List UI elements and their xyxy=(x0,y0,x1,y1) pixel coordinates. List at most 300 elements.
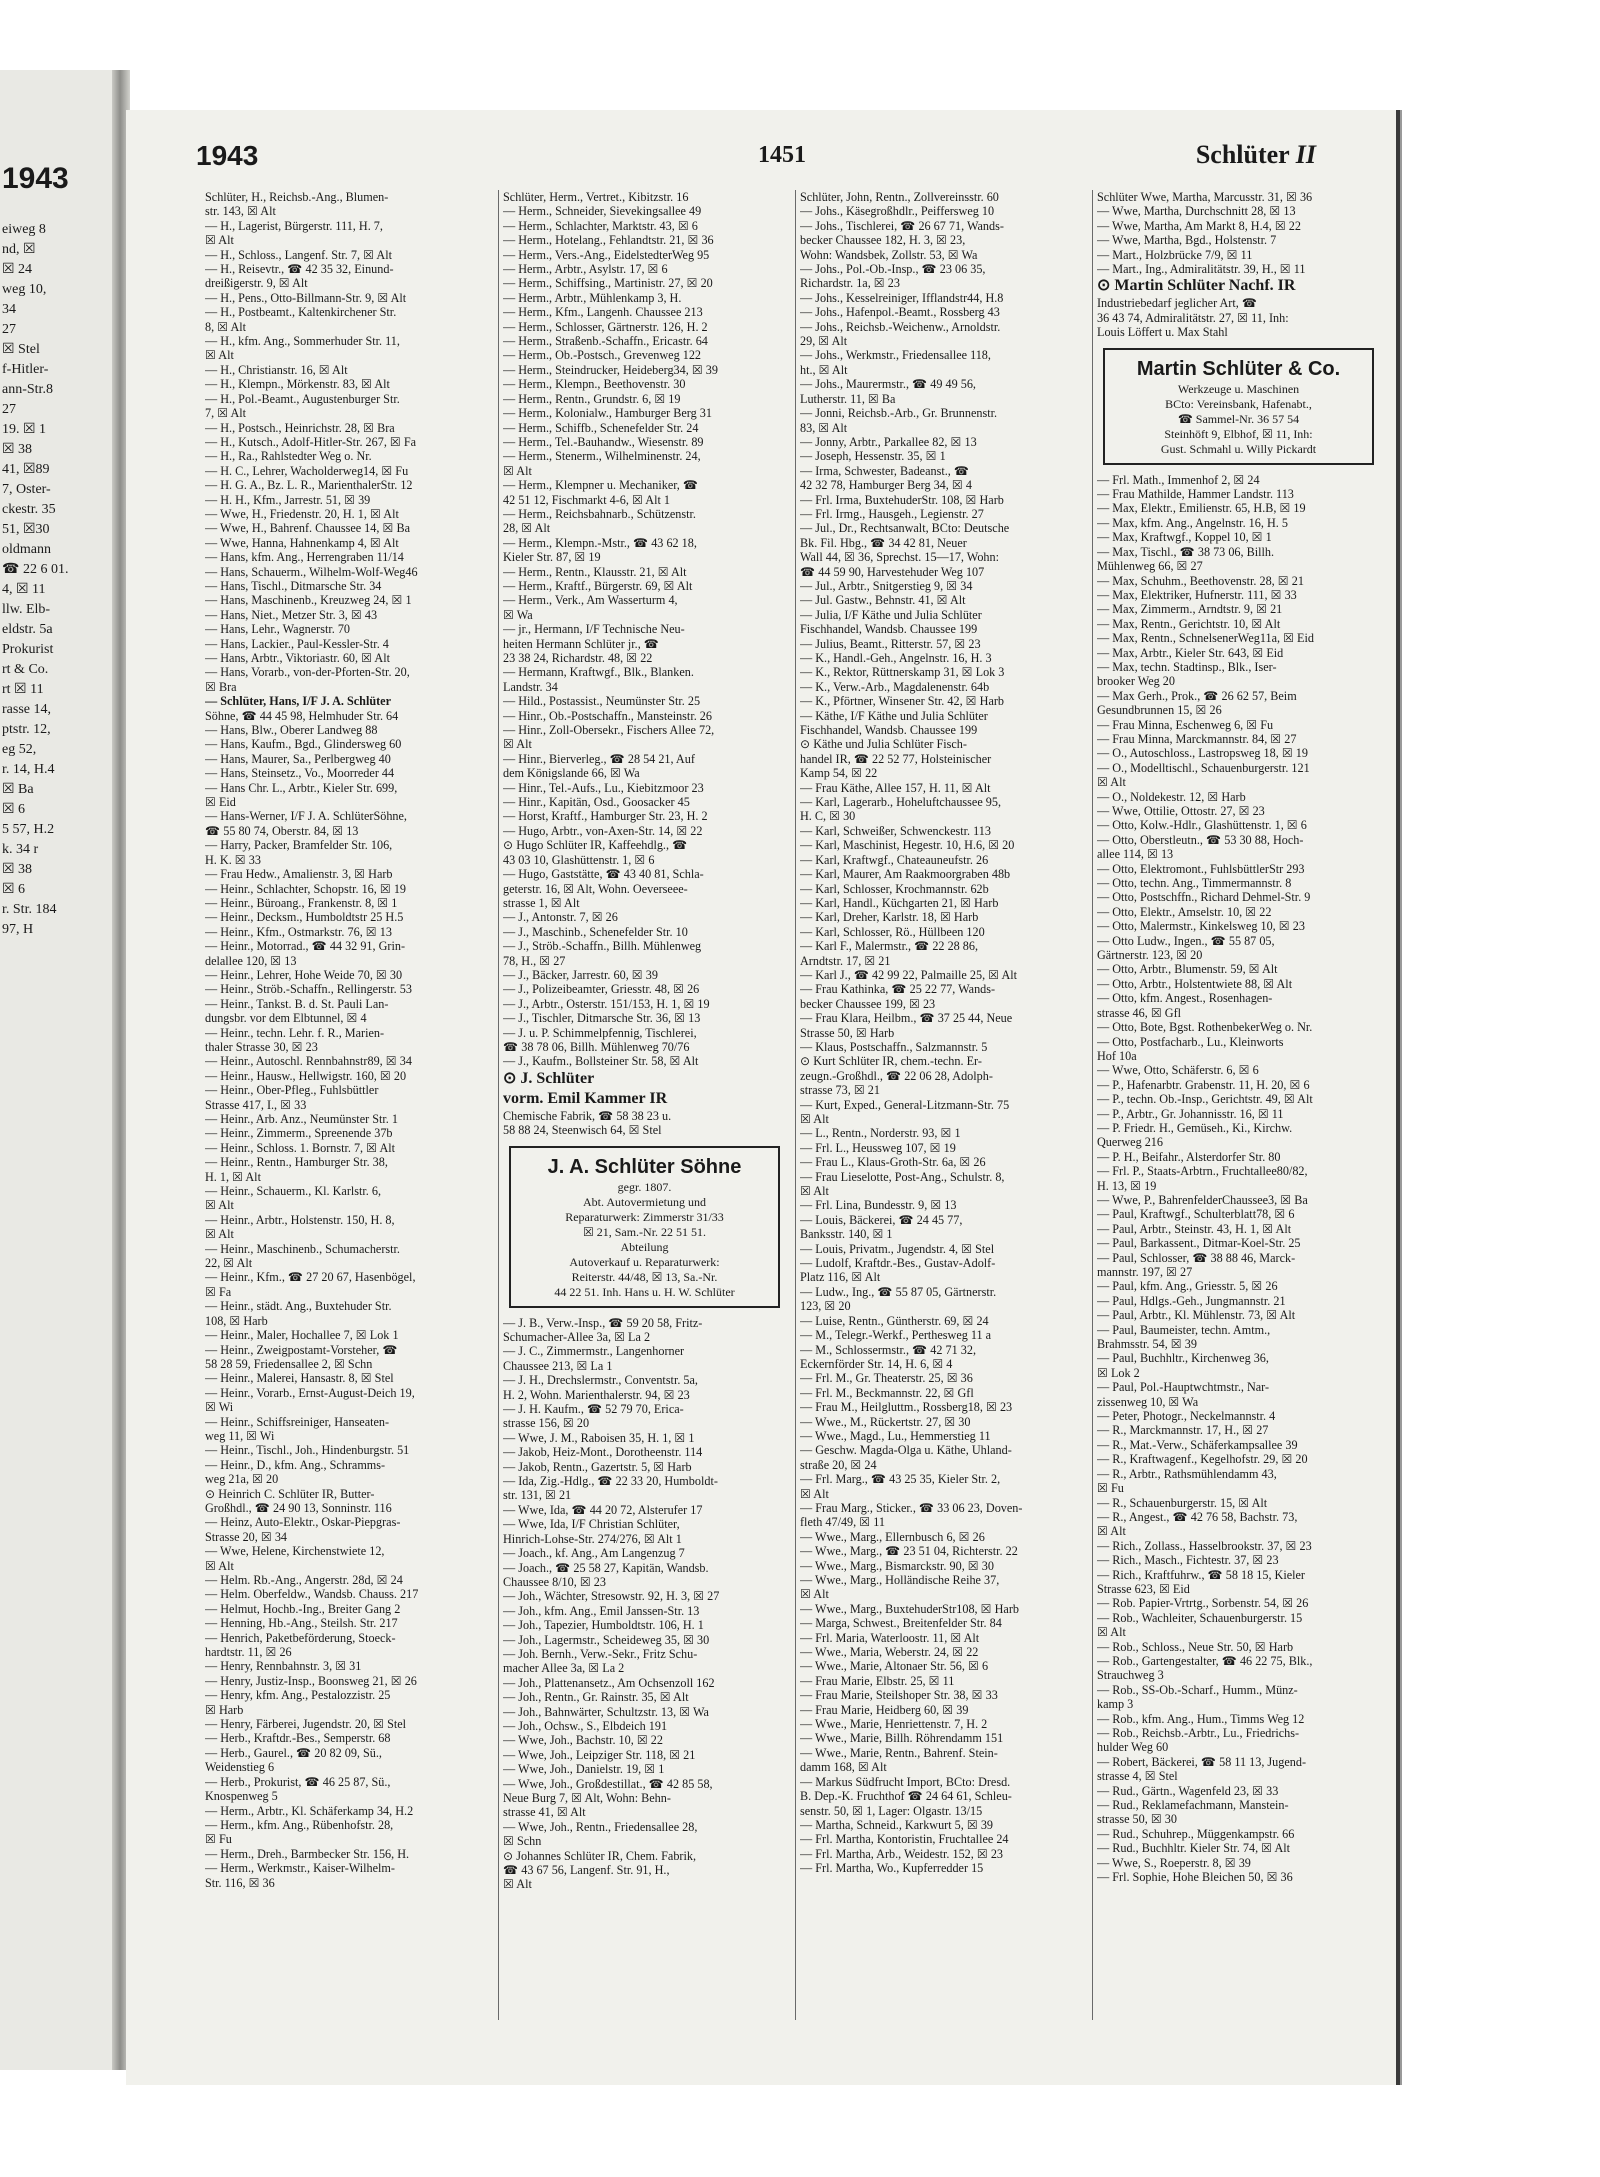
directory-entry: — O., Modelltischl., Schauenburgerstr. 121 xyxy=(1097,760,1310,775)
directory-entry: — Heinr., Arbtr., Holstenstr. 150, H. 8, xyxy=(205,1212,395,1227)
directory-entry: — Frau Marie, Steilshoper Str. 38, ☒ 33 xyxy=(800,1688,998,1703)
directory-entry: senstr. 50, ☒ 1, Lager: Olgastr. 13/15 xyxy=(800,1803,983,1818)
directory-entry: — M., Schlossermstr., ☎ 42 71 32, xyxy=(800,1342,976,1357)
directory-entry: Schlüter, H., Reichsb.-Ang., Blumen- xyxy=(205,190,389,204)
directory-entry: — O., Autoschloss., Lastropsweg 18, ☒ 19 xyxy=(1097,746,1308,761)
directory-entry: — Heinr., Kfm., ☎ 27 20 67, Hasenbögel, xyxy=(205,1270,416,1285)
directory-entry: — J. B., Verw.-Insp., ☎ 59 20 58, Fritz- xyxy=(503,1315,703,1330)
directory-entry: — Hans, Lehr., Wagnerstr. 70 xyxy=(205,622,351,637)
directory-entry: Großhdl., ☎ 24 90 13, Sonninstr. 116 xyxy=(205,1500,392,1515)
directory-entry: 78, H., ☒ 27 xyxy=(503,953,566,968)
previous-page-fragment: ☒ Stel xyxy=(2,342,40,357)
directory-entry: — Herm., Hotelang., Fehlandtstr. 21, ☒ 36 xyxy=(503,233,714,248)
previous-page-year: 1943 xyxy=(2,162,69,195)
previous-page-fragment: ptstr. 12, xyxy=(2,722,51,737)
previous-page-fragment: weg 10, xyxy=(2,282,47,297)
directory-entry: — Rob., kfm. Ang., Hum., Timms Weg 12 xyxy=(1097,1711,1305,1726)
directory-entry: — Markus Südfrucht Import, BCto: Dresd. xyxy=(800,1774,1011,1789)
directory-entry: — Helmut, Hochb.-Ing., Breiter Gang 2 xyxy=(205,1601,401,1616)
directory-entry: 43 03 10, Glashüttenstr. 1, ☒ 6 xyxy=(503,852,655,867)
directory-entry: — H., Klempn., Mörkenstr. 83, ☒ Alt xyxy=(205,377,390,392)
directory-entry: — J., Ströb.-Schaffn., Billh. Mühlenweg xyxy=(503,939,702,954)
directory-entry: — Hans, Blw., Oberer Landweg 88 xyxy=(205,723,378,738)
advertisement-line: ☎ Sammel-Nr. 36 57 54 xyxy=(1177,411,1300,426)
column-2 xyxy=(498,190,786,2020)
directory-entry: — Geschw. Magda-Olga u. Käthe, Uhland- xyxy=(800,1443,1012,1458)
directory-entry: — Paul, Buchhltr., Kirchenweg 36, xyxy=(1097,1351,1269,1366)
directory-entry: — Herm., Kolonialw., Hamburger Berg 31 xyxy=(503,406,712,421)
directory-entry: vorm. Emil Kammer IR xyxy=(503,1089,668,1107)
directory-entry: — Otto, techn. Ang., Timmermannstr. 8 xyxy=(1097,876,1292,891)
directory-entry: — Herm., Klempn.-Mstr., ☎ 43 62 18, xyxy=(503,535,697,550)
directory-entry: — Frl. Martha, Arb., Weidestr. 152, ☒ 23 xyxy=(800,1846,1004,1861)
directory-entry: H. 13, ☒ 19 xyxy=(1097,1178,1157,1193)
directory-entry: strasse 46, ☒ Gfl xyxy=(1097,1005,1182,1020)
directory-entry: ☒ Alt xyxy=(503,1877,532,1892)
directory-entry: — Herb., Gaurel., ☎ 20 82 09, Sü., xyxy=(205,1745,382,1760)
directory-entry: — Frau Kathinka, ☎ 25 22 77, Wands- xyxy=(800,982,996,997)
column-1 xyxy=(205,190,488,2020)
advertisement-title: J. A. Schlüter Söhne xyxy=(547,1155,742,1178)
directory-entry: Kieler Str. 87, ☒ 19 xyxy=(503,550,601,565)
directory-entry: 28, ☒ Alt xyxy=(503,521,551,536)
directory-entry: ☒ Alt xyxy=(800,1112,829,1126)
directory-entry: — R., Kraftwagenf., Kegelhofstr. 29, ☒ 20 xyxy=(1097,1452,1308,1467)
directory-entry: — R., Angest., ☎ 42 76 58, Bachstr. 73, xyxy=(1097,1509,1298,1524)
directory-entry: — Jul. Gastw., Behnstr. 41, ☒ Alt xyxy=(800,593,966,608)
directory-entry: — Hinr., Tel.-Aufs., Lu., Kiebitzmoor 23 xyxy=(503,780,704,795)
directory-entry: H. C, ☒ 30 xyxy=(800,809,856,824)
directory-entry: — Otto, Bote, Bgst. RothenbekerWeg o. Nr. xyxy=(1097,1020,1313,1035)
directory-entry: — Wwe., Marg., Bismarckstr. 90, ☒ 30 xyxy=(800,1558,994,1573)
directory-entry: — Heinz, Auto-Elektr., Oskar-Piepgras- xyxy=(205,1515,401,1530)
directory-entry: Söhne, ☎ 44 45 98, Helmhuder Str. 64 xyxy=(205,708,399,723)
directory-entry: — Johs., Werkmstr., Friedensallee 118, xyxy=(800,348,991,363)
directory-entry: — Rob. Papier-Vrtrtg., Sorbenstr. 54, ☒ 26 xyxy=(1097,1596,1309,1611)
previous-page-fragment: ☒ Ba xyxy=(2,782,34,797)
directory-entry: ht., ☒ Alt xyxy=(800,362,848,377)
directory-entry: ⊙ Käthe und Julia Schlüter Fisch- xyxy=(800,737,967,752)
previous-page-fragment: r. 14, H.4 xyxy=(2,762,55,777)
directory-entry: Fischhandel, Wandsb. Chaussee 199 xyxy=(800,723,978,738)
directory-entry: — Rud., Buchhltr. Kieler Str. 74, ☒ Alt xyxy=(1097,1841,1291,1856)
directory-entry: — Otto, Arbtr., Holstentwiete 88, ☒ Alt xyxy=(1097,976,1293,991)
directory-entry: — Max, Kraftwgf., Koppel 10, ☒ 1 xyxy=(1097,530,1272,545)
directory-entry: — Wwe, Ida, ☎ 44 20 72, Alsterufer 17 xyxy=(503,1502,703,1517)
directory-entry: — jr., Hermann, I/F Technische Neu- xyxy=(503,622,685,637)
directory-entry: — Heinr., Kfm., Ostmarkstr. 76, ☒ 13 xyxy=(205,924,392,939)
directory-entry: — Herm., Verk., Am Wasserturm 4, xyxy=(503,593,678,608)
directory-entry: ☎ 43 67 56, Langenf. Str. 91, H., xyxy=(503,1863,670,1878)
directory-entry: dungsbr. vor dem Elbtunnel, ☒ 4 xyxy=(205,1011,367,1026)
directory-entry: — Mart., Ing., Admiralitätstr. 39, H., ☒ 11 xyxy=(1097,262,1306,277)
advertisement-line: 44 22 51. Inh. Hans u. H. W. Schlüter xyxy=(554,1284,735,1299)
advertisement-line: gegr. 1807. xyxy=(617,1179,672,1194)
directory-entry: — Rud., Reklamefachmann, Manstein- xyxy=(1097,1798,1289,1813)
directory-entry: — Johs., Kesselreiniger, Ifflandstr44, H.8 xyxy=(800,290,1004,305)
advertisement-line: Reparaturwerk: Zimmerstr 31/33 xyxy=(565,1209,724,1224)
directory-entry: — Heinr., Lehrer, Hohe Weide 70, ☒ 30 xyxy=(205,967,403,982)
directory-entry: Hinrich-Lohse-Str. 274/276, ☒ Alt 1 xyxy=(503,1531,682,1546)
directory-entry: Arndtstr. 17, ☒ 21 xyxy=(800,953,891,968)
directory-entry: — Heinr., städt. Ang., Buxtehuder Str. xyxy=(205,1299,392,1314)
directory-entry: — Karl, Maschinist, Hegestr. 10, H.6, ☒ 20 xyxy=(800,838,1015,853)
directory-entry: Banksstr. 140, ☒ 1 xyxy=(800,1227,893,1242)
directory-entry: — Henning, Hb.-Ang., Steilsh. Str. 217 xyxy=(205,1616,398,1631)
directory-entry: — Heinr., Vorarb., Ernst-August-Deich 19, xyxy=(205,1385,415,1400)
directory-entry: heiten Hermann Schlüter jr., ☎ xyxy=(503,636,659,651)
directory-entry: — O., Noldekestr. 12, ☒ Harb xyxy=(1097,789,1246,804)
directory-entry: ☒ Alt xyxy=(1097,1524,1126,1539)
advertisement-title: Martin Schlüter & Co. xyxy=(1136,357,1341,380)
directory-entry: 42 51 12, Fischmarkt 4-6, ☒ Alt 1 xyxy=(503,492,670,507)
directory-entry: — Joh., Tapezier, Humboldtstr. 106, H. 1 xyxy=(503,1618,704,1633)
directory-entry: — Paul, Arbtr., Steinstr. 43, H. 1, ☒ Alt xyxy=(1097,1221,1292,1236)
directory-entry: 22, ☒ Alt xyxy=(205,1256,253,1271)
directory-entry: — Wwe., Marie, Altonaer Str. 56, ☒ 6 xyxy=(800,1659,989,1674)
directory-entry: — H. C., Lehrer, Wacholderweg14, ☒ Fu xyxy=(205,463,409,478)
directory-entry: — Joseph, Hessenstr. 35, ☒ 1 xyxy=(800,449,946,464)
directory-entry: brooker Weg 20 xyxy=(1097,674,1175,689)
directory-entry: — Heinr., Malerei, Hansastr. 8, ☒ Stel xyxy=(205,1371,394,1386)
directory-entry: — Heinr., Maschinenb., Schumacherstr. xyxy=(205,1241,400,1256)
directory-entry: — Wwe., Marg., BuxtehuderStr108, ☒ Harb xyxy=(800,1601,1019,1616)
previous-page-fragment: ☒ 24 xyxy=(2,262,33,277)
directory-entry: — Paul, Pol.-Hauptwchtmstr., Nar- xyxy=(1097,1380,1270,1395)
previous-page-fragment: ☎ 22 6 01. xyxy=(2,562,69,577)
directory-entry: ☒ Fu xyxy=(205,1832,232,1847)
directory-entry: becker Chaussee 199, ☒ 23 xyxy=(800,996,936,1011)
directory-entry: — J., Arbtr., Osterstr. 151/153, H. 1, ☒ 19 xyxy=(503,996,710,1011)
directory-entry: ☎ 44 59 90, Harvestehuder Weg 107 xyxy=(800,564,985,579)
directory-entry: — Frau Marie, Elbstr. 25, ☒ 11 xyxy=(800,1673,955,1688)
directory-entry: — Herm., Kraftf., Bürgerstr. 69, ☒ Alt xyxy=(503,578,693,593)
directory-entry: ☒ Alt xyxy=(800,1486,829,1501)
directory-entry: — Wwe, J. M., Raboisen 35, H. 1, ☒ 1 xyxy=(503,1430,695,1445)
directory-entry: — Hugo, Arbtr., von-Axen-Str. 14, ☒ 22 xyxy=(503,823,703,838)
directory-entry: — J. H., Drechslermstr., Conventstr. 5a, xyxy=(503,1373,698,1388)
advertisement-line: Steinhöft 9, Elbhof, ☒ 11, Inh: xyxy=(1164,426,1313,441)
directory-entry: — Paul, Hdlgs.-Geh., Jungmannstr. 21 xyxy=(1097,1293,1286,1308)
directory-entry: — Wwe, Joh., Leipziger Str. 118, ☒ 21 xyxy=(503,1747,696,1762)
running-head-name: Schlüter xyxy=(1195,140,1290,169)
directory-entry: — Karl, Schweißer, Schwenckestr. 113 xyxy=(800,823,991,838)
directory-entry: — Herm., Arbtr., Kl. Schäferkamp 34, H.2 xyxy=(205,1803,414,1818)
directory-entry: — Wwe, P., BahrenfelderChaussee3, ☒ Ba xyxy=(1097,1192,1308,1207)
directory-entry: — Irma, Schwester, Badeanst., ☎ xyxy=(800,463,970,478)
directory-entry: — Wwe., Magd., Lu., Hemmerstieg 11 xyxy=(800,1428,991,1443)
advertisement-line: ☒ 21, Sam.-Nr. 22 51 51. xyxy=(582,1224,707,1239)
directory-entry: — Johs., Tischlerei, ☎ 26 67 71, Wands- xyxy=(800,218,1004,233)
directory-entry: — Max, Rentn., Gerichtstr. 10, ☒ Alt xyxy=(1097,616,1281,631)
directory-entry: — Hans, Maschinenb., Kreuzweg 24, ☒ 1 xyxy=(205,593,412,608)
directory-entry: — Rud., Gärtn., Wagenfeld 23, ☒ 33 xyxy=(1097,1783,1279,1798)
directory-entry: strasse 1, ☒ Alt xyxy=(503,895,580,910)
directory-entry: — J., Antonstr. 7, ☒ 26 xyxy=(503,910,618,925)
directory-entry: — R., Schauenburgerstr. 15, ☒ Alt xyxy=(1097,1495,1268,1510)
directory-entry: — Herm., Schiffb., Schenefelder Str. 24 xyxy=(503,420,699,435)
directory-entry: — Max Gerh., Prok., ☎ 26 62 57, Beim xyxy=(1097,688,1297,703)
directory-entry: — Rich., Masch., Fichtestr. 37, ☒ 23 xyxy=(1097,1553,1279,1568)
directory-entry: — Max, Elektriker, Hufnerstr. 111, ☒ 33 xyxy=(1097,587,1297,602)
directory-entry: — Herm., Arbtr., Asylstr. 17, ☒ 6 xyxy=(503,262,668,277)
directory-entry: — Herm., Klempn., Beethovenstr. 30 xyxy=(503,377,686,392)
directory-entry: — Wwe, Joh., Danielstr. 19, ☒ 1 xyxy=(503,1762,665,1777)
directory-entry: — Otto, Kolw.-Hdlr., Glashüttenstr. 1, ☒ 6 xyxy=(1097,818,1307,833)
directory-entry: — Herm., Schiffsing., Martinistr. 27, ☒ 20 xyxy=(503,276,713,291)
directory-entry: — Heinr., Motorrad., ☎ 44 32 91, Grin- xyxy=(205,939,405,954)
directory-entry: ☎ 38 78 06, Billh. Mühlenweg 70/76 xyxy=(503,1039,690,1054)
directory-entry: — Heinr., Tischl., Joh., Hindenburgstr. 51 xyxy=(205,1443,410,1458)
directory-entry: — Herm., Klempner u. Mechaniker, ☎ xyxy=(503,478,699,493)
directory-entry: — Rich., Kraftfuhrw., ☎ 58 18 15, Kieler xyxy=(1097,1567,1305,1582)
directory-entry: — Horst, Kraftf., Hamburger Str. 23, H. 2 xyxy=(503,809,708,824)
directory-entry: H. 2, Wohn. Marienthalerstr. 94, ☒ 23 xyxy=(503,1387,690,1402)
directory-entry: — K., Handl.-Geh., Angelnstr. 16, H. 3 xyxy=(800,651,992,665)
directory-entry: H. 1, ☒ Alt xyxy=(205,1169,261,1184)
directory-entry: — H., Pens., Otto-Billmann-Str. 9, ☒ Alt xyxy=(205,290,407,305)
directory-entry: Chaussee 213, ☒ La 1 xyxy=(503,1358,613,1373)
previous-page-fragment: 4, ☒ 11 xyxy=(2,582,46,597)
directory-entry: handel IR, ☎ 22 52 77, Holsteinischer xyxy=(800,751,992,766)
directory-entry: — Wwe, Ottilie, Ottostr. 27, ☒ 23 xyxy=(1097,804,1265,818)
previous-page-fragment: ☒ 6 xyxy=(2,802,26,817)
advertisement-line: Werkzeuge u. Maschinen xyxy=(1177,381,1300,396)
directory-entry: Schlüter, John, Rentn., Zollvereinsstr. 60 xyxy=(800,190,999,204)
directory-entry: ⊙ Kurt Schlüter IR, chem.-techn. Er- xyxy=(800,1054,982,1069)
directory-entry: — Joh., Rentn., Gr. Rainstr. 35, ☒ Alt xyxy=(503,1690,689,1705)
directory-entry: Louis Löffert u. Max Stahl xyxy=(1097,325,1228,340)
previous-page-fragment: oldmann xyxy=(2,542,51,557)
directory-entry: — Otto, Oberstleutn., ☎ 53 30 88, Hoch- xyxy=(1097,832,1304,847)
directory-entry: — Hans, Steinsetz., Vo., Moorreder 44 xyxy=(205,766,395,781)
directory-entry: Querweg 216 xyxy=(1097,1135,1163,1150)
directory-entry: Kamp 54, ☒ 22 xyxy=(800,766,878,781)
directory-entry: B. Dep.-K. Fruchthof ☎ 24 64 61, Schleu- xyxy=(800,1789,1012,1804)
directory-entry: — Kurt, Exped., General-Litzmann-Str. 75 xyxy=(800,1097,1010,1112)
directory-entry: — Paul, Barkassent., Ditmar-Koel-Str. 25 xyxy=(1097,1236,1301,1251)
advertisement-line: BCto: Vereinsbank, Hafenabt., xyxy=(1165,396,1312,411)
directory-entry: — Wwe., Marg., Holländische Reihe 37, xyxy=(800,1573,1000,1587)
directory-entry: ☒ Eid xyxy=(205,795,236,810)
directory-entry: — Rob., Reichsb.-Arbtr., Lu., Friedrichs- xyxy=(1097,1726,1300,1740)
directory-entry: — Wwe, Hanna, Hahnenkamp 4, ☒ Alt xyxy=(205,535,399,550)
directory-entry: Bk. Fil. Hbg., ☎ 34 42 81, Neuer xyxy=(800,535,967,550)
directory-entry: — Frau Marg., Sticker., ☎ 33 06 23, Doven- xyxy=(800,1500,1023,1515)
directory-entry: Platz 116, ☒ Alt xyxy=(800,1270,881,1285)
directory-entry: — Käthe, I/F Käthe und Julia Schlüter xyxy=(800,708,988,723)
directory-entry: ☒ Alt xyxy=(205,1198,234,1213)
directory-entry: — Martha, Schneid., Karkwurt 5, ☒ 39 xyxy=(800,1817,994,1832)
advertisement-line: Reiterstr. 44/48, ☒ 13, Sa.-Nr. xyxy=(571,1269,718,1284)
previous-page-fragment: 7, Oster- xyxy=(2,482,51,497)
page-header xyxy=(126,140,1386,180)
directory-entry: — Frl. Marg., ☎ 43 25 35, Kieler Str. 2, xyxy=(800,1472,1001,1487)
directory-entry: — Herm., Dreh., Barmbecker Str. 156, H. xyxy=(205,1846,410,1861)
directory-entry: — Hinr., Kapitän, Osd., Goosacker 45 xyxy=(503,795,690,810)
directory-entry: — Herb., Kraftdr.-Bes., Semperstr. 68 xyxy=(205,1731,391,1746)
directory-entry: — Frau Käthe, Allee 157, H. 11, ☒ Alt xyxy=(800,780,991,795)
directory-entry: — Luise, Rentn., Güntherstr. 69, ☒ 24 xyxy=(800,1313,989,1328)
directory-entry: — Jonny, Arbtr., Parkallee 82, ☒ 13 xyxy=(800,434,977,449)
directory-entry: allee 114, ☒ 13 xyxy=(1097,847,1174,862)
directory-entry: — Henry, Färberei, Jugendstr. 20, ☒ Stel xyxy=(205,1717,407,1732)
previous-page-edge xyxy=(0,70,118,2070)
directory-entry: — Joh., Lagermstr., Scheideweg 35, ☒ 30 xyxy=(503,1632,710,1647)
directory-entry: — Julia, I/F Käthe und Julia Schlüter xyxy=(800,607,982,622)
directory-entry: str. 131, ☒ 21 xyxy=(503,1488,572,1503)
previous-page-fragment: 34 xyxy=(2,302,16,317)
directory-entry: — H., Postsch., Heinrichstr. 28, ☒ Bra xyxy=(205,420,395,435)
directory-entry: — Jakob, Heiz-Mont., Dorotheenstr. 114 xyxy=(503,1445,703,1460)
directory-entry: — Henry, kfm. Ang., Pestalozzistr. 25 xyxy=(205,1688,391,1703)
directory-entry: Brahmsstr. 54, ☒ 39 xyxy=(1097,1337,1197,1352)
previous-page-fragment: eiweg 8 xyxy=(2,222,46,237)
directory-entry: ⊙ Heinrich C. Schlüter IR, Butter- xyxy=(205,1486,375,1501)
directory-entry: ☎ 55 80 74, Oberstr. 84, ☒ 13 xyxy=(205,823,359,838)
directory-entry: — Max, Rentn., SchnelsenerWeg11a, ☒ Eid xyxy=(1097,631,1314,646)
directory-entry: — Frl. L., Heussweg 107, ☒ 19 xyxy=(800,1140,956,1155)
directory-entry: — Herm., Steindrucker, Heideberg34, ☒ 39 xyxy=(503,362,718,377)
directory-entry: — Herm., Schneider, Sievekingsallee 49 xyxy=(503,204,702,219)
directory-entry: — R., Arbtr., Rathsmühlendamm 43, xyxy=(1097,1466,1277,1481)
directory-entry: dreißigerstr. 9, ☒ Alt xyxy=(205,276,308,291)
previous-page-fragment: r. Str. 184 xyxy=(2,902,57,917)
directory-entry: 23 38 24, Richardstr. 48, ☒ 22 xyxy=(503,651,653,665)
directory-entry: — Karl, Dreher, Karlstr. 18, ☒ Harb xyxy=(800,910,979,925)
previous-page-fragment: ckestr. 35 xyxy=(2,502,56,517)
directory-entry: weg 11, ☒ Wi xyxy=(205,1428,275,1443)
directory-entry: — Heinr., Arb. Anz., Neumünster Str. 1 xyxy=(205,1112,398,1126)
directory-entry: Strasse 417, I., ☒ 33 xyxy=(205,1097,307,1112)
directory-entry: — Marga, Schwest., Breitenfelder Str. 84 xyxy=(800,1616,1002,1631)
directory-entry: — Paul, Kraftwgf., Schulterblatt78, ☒ 6 xyxy=(1097,1207,1295,1222)
directory-entry: Lutherstr. 11, ☒ Ba xyxy=(800,391,896,406)
directory-entry: — Robert, Bäckerei, ☎ 58 11 13, Jugend- xyxy=(1097,1754,1307,1769)
directory-entry: — Otto Ludw., Ingen., ☎ 55 87 05, xyxy=(1097,933,1275,948)
directory-entry: Fischhandel, Wandsb. Chaussee 199 xyxy=(800,622,978,637)
directory-entry: — Wwe, Martha, Bgd., Holstenstr. 7 xyxy=(1097,233,1277,248)
directory-entry: — P. Friedr. H., Gemüseh., Ki., Kirchw. xyxy=(1097,1120,1293,1135)
directory-entry: — Joh., Bahnwärter, Schultzstr. 13, ☒ Wa xyxy=(503,1704,709,1719)
directory-entry: — H., Schloss., Langenf. Str. 7, ☒ Alt xyxy=(205,247,392,262)
directory-entry: — Frl. M., Gr. Theaterstr. 25, ☒ 36 xyxy=(800,1371,973,1386)
directory-entry: ☒ Bra xyxy=(205,679,237,694)
directory-entry: — Rob., Schloss., Neue Str. 50, ☒ Harb xyxy=(1097,1639,1294,1654)
directory-entry: — H., Pol.-Beamt., Augustenburger Str. xyxy=(205,391,400,406)
directory-entry: — Frau M., Heilgluttm., Rossberg18, ☒ 23 xyxy=(800,1400,1013,1415)
directory-entry: ☒ Alt xyxy=(1097,775,1126,790)
previous-page-fragment: 51, ☒30 xyxy=(2,522,50,537)
directory-entry: — Herm., Schlachter, Marktstr. 43, ☒ 6 xyxy=(503,218,698,233)
directory-entry: — Heinr., Zimmerm., Spreenende 37b xyxy=(205,1126,393,1141)
directory-entry: — Wwe, S., Roeperstr. 8, ☒ 39 xyxy=(1097,1855,1251,1870)
directory-entry: — Wwe., Marie, Henriettenstr. 7, H. 2 xyxy=(800,1717,988,1732)
directory-entry: — Karl, Lagerarb., Hoheluftchaussee 95, xyxy=(800,795,1002,810)
directory-entry: Mühlenweg 66, ☒ 27 xyxy=(1097,559,1203,574)
directory-columns xyxy=(205,190,1385,2020)
directory-entry: 7, ☒ Alt xyxy=(205,406,247,421)
directory-entry: ⊙ Hugo Schlüter IR, Kaffeehdlg., ☎ xyxy=(503,838,688,853)
directory-entry: — Hans, Lackier., Paul-Kessler-Str. 4 xyxy=(205,636,389,651)
directory-entry: — Heinr., Hausw., Hellwigstr. 160, ☒ 20 xyxy=(205,1068,407,1083)
directory-entry: — Wwe., M., Rückertstr. 27, ☒ 30 xyxy=(800,1414,971,1429)
directory-entry: — Karl, Kraftwgf., Chateauneufstr. 26 xyxy=(800,852,989,867)
directory-entry: — K., Rektor, Rüttnerskamp 31, ☒ Lok 3 xyxy=(800,665,1005,680)
directory-entry: — Frau Mathilde, Hammer Landstr. 113 xyxy=(1097,487,1294,502)
directory-entry: Hof 10a xyxy=(1097,1048,1137,1063)
previous-page-fragment: Prokurist xyxy=(2,642,54,657)
directory-entry: — Rob., Wachleiter, Schauenburgerstr. 15 xyxy=(1097,1610,1303,1625)
directory-entry: — Frl. P., Staats-Arbtrn., Fruchtallee80/82, xyxy=(1097,1164,1308,1179)
directory-entry: — K., Verw.-Arb., Magdalenenstr. 64b xyxy=(800,679,990,694)
advertisement-line: Gust. Schmahl u. Willy Pickardt xyxy=(1160,441,1317,456)
directory-entry: — Frl. Irmg., Hausgeh., Legienstr. 27 xyxy=(800,506,984,521)
directory-entry: — K., Pförtner, Winsener Str. 42, ☒ Harb xyxy=(800,694,1005,709)
directory-entry: — Herm., Rentn., Grundstr. 6, ☒ 19 xyxy=(503,391,681,406)
directory-entry: Weidenstieg 6 xyxy=(205,1760,275,1775)
directory-entry: — Herm., Arbtr., Mühlenkamp 3, H. xyxy=(503,290,682,305)
directory-entry: — Ludw., Ing., ☎ 55 87 05, Gärtnerstr. xyxy=(800,1284,997,1299)
directory-entry: ☒ Wi xyxy=(205,1400,234,1415)
directory-entry: Knospenweg 5 xyxy=(205,1789,278,1804)
directory-entry: — Herm., Schlosser, Gärtnerstr. 126, H. 2 xyxy=(503,319,708,334)
directory-entry: — Hans, Arbtr., Viktoriastr. 60, ☒ Alt xyxy=(205,651,390,665)
directory-entry: — Louis, Bäckerei, ☎ 24 45 77, xyxy=(800,1212,963,1227)
directory-entry: — Otto, Postschffn., Richard Dehmel-Str. 9 xyxy=(1097,890,1311,905)
directory-entry: dem Königslande 66, ☒ Wa xyxy=(503,766,640,781)
directory-entry: — Frau Klara, Heilbm., ☎ 37 25 44, Neue xyxy=(800,1011,1013,1026)
column-3 xyxy=(795,190,1083,2020)
directory-entry: Strasse 20, ☒ 34 xyxy=(205,1529,288,1544)
directory-entry: ☒ Alt xyxy=(503,737,532,752)
directory-entry: — H., Postbeamt., Kaltenkirchener Str. xyxy=(205,305,397,320)
directory-entry: — Hinr., Ob.-Postschaffn., Mansteinstr. 26 xyxy=(503,708,712,723)
directory-entry: — Heinr., Ober-Pfleg., Fuhlsbüttler xyxy=(205,1083,379,1098)
previous-page-fragment: ☒ 38 xyxy=(2,442,33,457)
directory-entry: Strauchweg 3 xyxy=(1097,1668,1164,1683)
directory-entry: — Max, Elektr., Emilienstr. 65, H.B, ☒ 19 xyxy=(1097,501,1306,516)
directory-entry: — Hinr., Bierverleg., ☎ 28 54 21, Auf xyxy=(503,751,695,766)
directory-entry: — Heinr., Schauerm., Kl. Karlstr. 6, xyxy=(205,1184,382,1199)
directory-entry: — Herm., Ob.-Postsch., Grevenweg 122 xyxy=(503,348,702,363)
directory-entry: 58 28 59, Friedensallee 2, ☒ Schn xyxy=(205,1356,373,1371)
directory-entry: Strasse 623, ☒ Eid xyxy=(1097,1581,1190,1596)
directory-entry: — Otto, Arbtr., Blumenstr. 59, ☒ Alt xyxy=(1097,962,1278,977)
directory-entry: — Frl. M., Beckmannstr. 22, ☒ Gfl xyxy=(800,1385,974,1400)
directory-entry: ☒ Fa xyxy=(205,1284,232,1299)
directory-entry: — Henrich, Paketbeförderung, Stoeck- xyxy=(205,1630,396,1645)
directory-entry: — Karl, Maurer, Am Raakmoorgraben 48b xyxy=(800,867,1011,882)
directory-entry: — Wwe., Marie, Billh. Röhrendamm 151 xyxy=(800,1731,1004,1746)
directory-entry: — L., Rentn., Norderstr. 93, ☒ 1 xyxy=(800,1126,961,1141)
directory-entry: — Paul, kfm. Ang., Griesstr. 5, ☒ 26 xyxy=(1097,1279,1278,1294)
directory-entry: — Rob., SS-Ob.-Scharf., Humm., Münz- xyxy=(1097,1682,1298,1697)
directory-entry: — H. G. A., Bz. L. R., MarienthalerStr. 12 xyxy=(205,478,413,493)
advertisement-line: Abteilung xyxy=(620,1239,669,1254)
directory-entry: Str. 116, ☒ 36 xyxy=(205,1875,275,1890)
directory-entry: — Wwe, Ida, I/F Christian Schlüter, xyxy=(503,1517,680,1532)
directory-entry: H. K. ☒ 33 xyxy=(205,852,261,867)
directory-entry: — Heinr., Autoschl. Rennbahnstr89, ☒ 34 xyxy=(205,1054,412,1069)
directory-entry: strasse 73, ☒ 21 xyxy=(800,1083,880,1098)
directory-entry: — Joach., ☎ 25 58 27, Kapitän, Wandsb. xyxy=(503,1560,709,1575)
directory-entry: — Wwe., Marg., Ellernbusch 6, ☒ 26 xyxy=(800,1529,985,1544)
directory-entry: — Rich., Zollass., Hasselbrookstr. 37, ☒ 23 xyxy=(1097,1538,1312,1553)
directory-entry: — R., Marckmannstr. 17, H., ☒ 27 xyxy=(1097,1423,1269,1438)
directory-entry: straße 20, ☒ 24 xyxy=(800,1457,877,1472)
previous-page-fragment: eldstr. 5a xyxy=(2,622,53,637)
